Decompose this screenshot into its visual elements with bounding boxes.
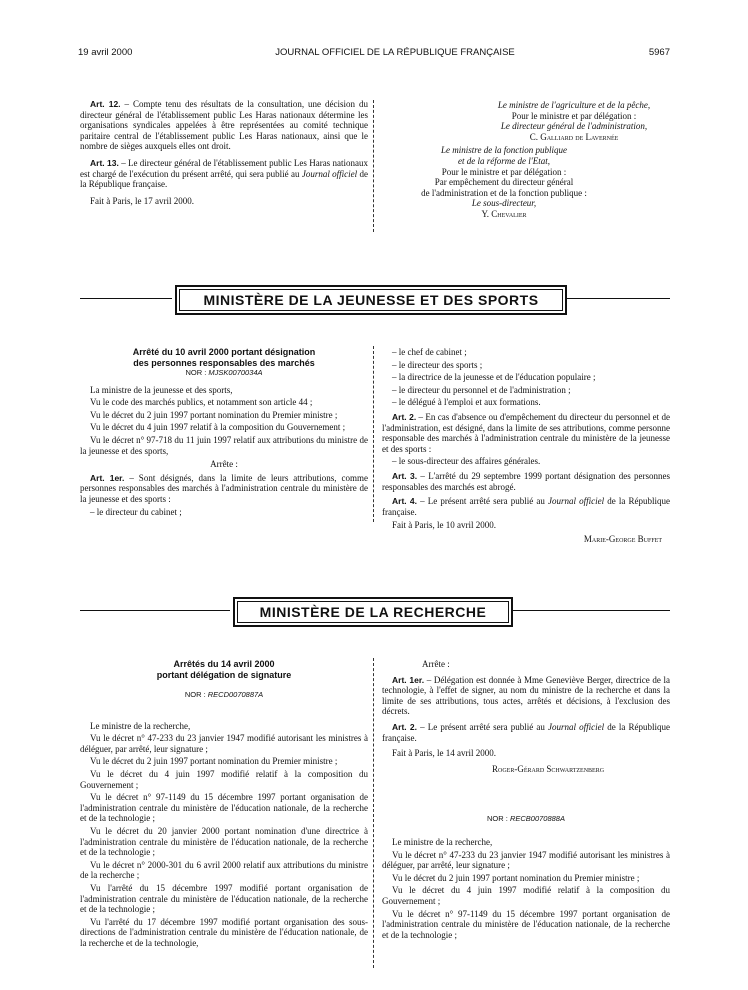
nor-reference-2: NOR : RECD0070887A [184,690,264,699]
arrete-title-line1: Arrêté du 10 avril 2000 portant désignation [132,347,316,357]
article-1-recherche: Art. 1er. – Délégation est donnée à Mme Geneviève Berger, directrice de la technologie, à l'effet de signer, au nom du ministre de la recherche et dans la limite de ses attributions, tous actes, arrêtés et décisions, à l'exclusion des décrets. [382,674,671,717]
article-3: Art. 3. – L'arrêté du 29 septembre 1999 portant désignation des personnes responsables des marchés est abrogé. [382,470,670,492]
article-4: Art. 4. – Le présent arrêté sera publié au Journal officiel de la République française. [382,496,671,517]
article-1: Art. 1er. – Sont désignés, dans la limite de leurs attributions, comme personnes responsables des marchés à l'administration centrale du ministère de la jeunesse et des sports : [80,472,369,504]
signature-block-agriculture: Le ministre de l'agriculture et de la pêche, Pour le ministre et par délégation : Le directeur général de l'administration, C. Galliard de Lavernée Le ministre de la fonction publique et de la réforme de l'Etat, Pour le ministre et par délégation : Par empêchement du directeur général de l'administration et de la fonction publique : Le sous-directeur, Y. Chevalier [421,100,651,219]
arretes-title-line1: Arrêtés du 14 avril 2000 [173,659,275,669]
signature-schwartzenberg: Roger-Gérard Schwartzenberg [492,763,605,774]
recherche-left-column: Arrêtés du 14 avril 2000 portant délégation de signature NOR : RECD0070887A Le ministre de la recherche, Vu le décret n° 47-233 du 23 janvier 1947 modifié autorisant les ministres à déléguer, par arrêté, leur signature ; Vu le décret du 2 juin 1997 portant nomination du Premier ministre ; Vu le décret du 4 juin 1997 modifié relatif à la composition du Gouvernement ; Vu le décret n° 97-1149 du 15 décembre 1997 portant organisation de l'administration centrale du ministère de l'éducation nationale, de la recherche et de la technologie ; Vu le décret du 20 janvier 2000 portant nomination d'une directrice à l'administration centrale du ministère de l'éducation nationale, de la recherche et de la technologie ; Vu le décret n° 2000-301 du 6 avril 2000 relatif aux attributions du ministre de la recherche ; Vu l'arrêté du 15 décembre 1997 modifié portant organisation de l'administration centrale du ministère de l'éducation nationale, de la recherche et de la technologie ; Vu l'arrêté du 17 décembre 1997 modifié portant organisation des sous-directions de l'administration centrale du ministère de l'éducation nationale, de la recherche et de la technologie, [80,659,368,948]
section-rule-right [566,298,670,299]
column-divider-2 [373,346,374,522]
top-left-column [80,99,368,208]
section-rule-left [80,298,172,299]
section-rule-right-2 [512,610,670,611]
arrete-label: Arrête : [210,459,238,470]
jeunesse-right-column: – le chef de cabinet ; – le directeur des sports ; – la directrice de la jeunesse et de l'éducation populaire ; – le directeur du personnel et de l'administration ; – le délégué à l'emploi et aux formations. Art. 2. – En cas d'absence ou d'empêchement du directeur du personnel et de l'administration, est désigné, dans la limite de ses attributions, comme personne responsable des marchés à l'administration centrale du ministère de la jeunesse et des sports : – le sous-directeur des affaires générales. Art. 3. – L'arrêté du 29 septembre 1999 portant désignation des personnes responsables des marchés est abrogé. Art. 4. – Le présent arrêté sera publié au Journal officiel de la République française. Fait à Paris, le 10 avril 2000. Marie-George Buffet [382,347,671,544]
column-divider-3 [373,658,374,968]
article-2: Art. 2. – En cas d'absence ou d'empêchement du directeur du personnel et de l'administration, est désigné, dans la limite de ses attributions, comme personne responsable des marchés à l'administration centrale du ministère de la jeunesse et des sports : [382,411,671,454]
fait-a-paris: Fait à Paris, le 17 avril 2000. [90,195,194,206]
arretes-title-line2: portant délégation de signature [156,669,292,680]
column-divider [373,100,374,232]
header-page-number: 5967 [648,47,670,58]
ministry-heading-jeunesse: MINISTÈRE DE LA JEUNESSE ET DES SPORTS [175,285,567,315]
fait-a-paris-2: Fait à Paris, le 10 avril 2000. [392,520,496,531]
recherche-right-column: Arrête : Art. 1er. – Délégation est donnée à Mme Geneviève Berger, directrice de la technologie, à l'effet de signer, au nom du ministre de la recherche et dans la limite de ses attributions, tous actes, arrêtés et décisions, à l'exclusion des décrets. Art. 2. – Le présent arrêté sera publié au Journal officiel de la République française. Fait à Paris, le 14 avril 2000. Roger-Gérard Schwartzenberg NOR : RECB0070888A Le ministre de la recherche, Vu le décret n° 47-233 du 23 janvier 1947 modifié autorisant les ministres à déléguer, par arrêté, leur signature ; Vu le décret du 2 juin 1997 portant nomination du Premier ministre ; Vu le décret du 4 juin 1997 modifié relatif à la composition du Gouvernement ; Vu le décret n° 97-1149 du 15 décembre 1997 portant organisation de l'administration centrale du ministère de l'éducation nationale, de la recherche et de la technologie ; [382,659,671,940]
arrete-label-2: Arrête : [422,659,450,669]
header-journal-title: JOURNAL OFFICIEL DE LA RÉPUBLIQUE FRANÇAISE [275,47,515,58]
jeunesse-left-column: Arrêté du 10 avril 2000 portant désignation des personnes responsables des marchés NOR : MJSK0070034A La ministre de la jeunesse et des sports, Vu le code des marchés publics, et notamment son article 44 ; Vu le décret du 2 juin 1997 portant nomination du Premier ministre ; Vu le décret du 4 juin 1997 relatif à la composition du Gouvernement ; Vu le décret n° 97-718 du 11 juin 1997 relatif aux attributions du ministre de la jeunesse et des sports, Arrête : Art. 1er. – Sont désignés, dans la limite de leurs attributions, comme personnes responsables des marchés à l'administration centrale du ministère de la jeunesse et des sports : – le directeur du cabinet ; [80,347,369,517]
nor-reference-3: NOR : RECB0070888A [487,814,565,824]
article-2-recherche: Art. 2. – Le présent arrêté sera publié au Journal officiel de la République française. [382,721,671,743]
ministry-heading-recherche: MINISTÈRE DE LA RECHERCHE [233,597,513,627]
signature-buffet: Marie-George Buffet [583,533,662,544]
arrete-title-line2: des personnes responsables des marchés [133,357,315,368]
nor-reference: NOR : MJSK0070034A [185,368,263,377]
article-13: Art. 13. – Le directeur général de l'établissement public Les Haras nationaux est chargé de l'exécution du présent arrêté, qui sera publié au Journal officiel de la République française. [80,157,368,190]
article-12: Art. 12. – Compte tenu des résultats de la consultation, une décision du directeur général de l'établissement public Les Haras nationaux détermine les organisations syndicales appelées à être représentées au comité technique paritaire central de l'établissement public Les Haras nationaux, ainsi que le nombre de sièges auxquels elles ont droit. [80,99,368,152]
section-rule-left-2 [80,610,230,611]
fait-a-paris-3: Fait à Paris, le 14 avril 2000. [392,748,496,759]
header-date: 19 avril 2000 [78,47,133,58]
